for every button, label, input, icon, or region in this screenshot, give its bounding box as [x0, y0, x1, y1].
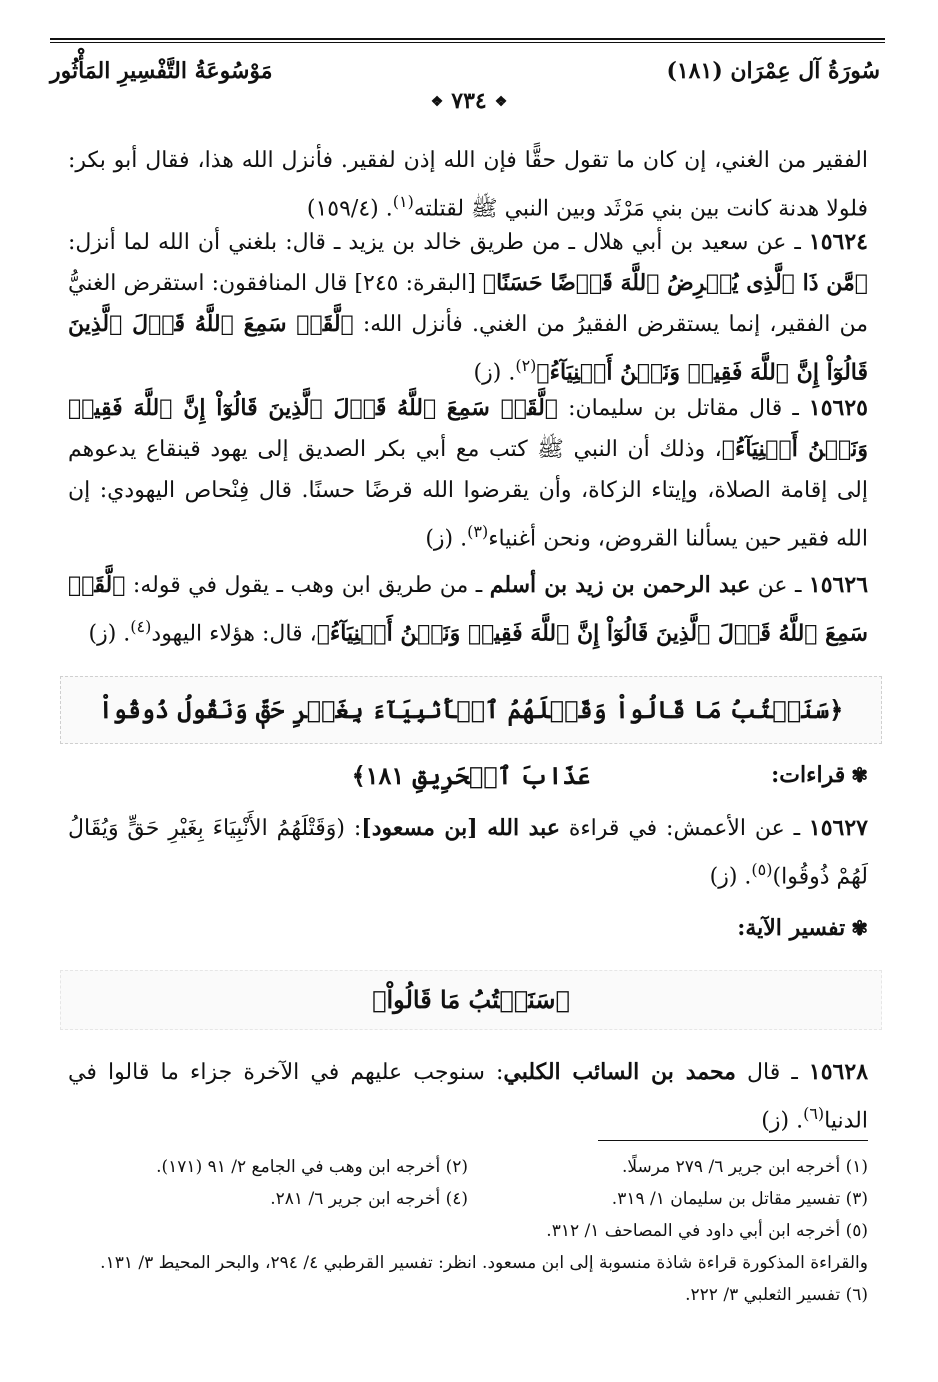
quran-quote: ﴿لَّقَدۡ سَمِعَ ٱللَّهُ قَوۡلَ ٱلَّذِينَ قَالُوٓاْ إِنَّ ٱللَّهَ فَقِيرٞ وَنَحۡنُ أَغۡنِيَآءُ﴾ — [68, 395, 868, 462]
footnote-ref[interactable]: (٣) — [467, 522, 489, 541]
narration-15627: ١٥٦٢٧ ـ عن الأعمش: في قراءة عبد الله [بن مسعود]: (وَقَتْلَهُمُ الأَنْبِيَاءَ بِغَيْرِ حَقٍّ وَيُقَالُ لَهُمْ ذُوقُوا)$^{(٥)}$. (ز) — [68, 815, 868, 890]
section-heading-readings: ✾قراءات: — [771, 762, 868, 788]
narration-number: ١٥٦٢٥ — [808, 395, 868, 421]
narration-15624: ١٥٦٢٤ ـ عن سعيد بن أبي هلال ـ من طريق خالد بن يزيد ـ قال: بلغني أن الله لما أنزل: ﴿مَّن ذَا ٱلَّذِى يُقۡرِضُ ٱللَّهَ قَرۡضًا حَسَنًا﴾ [البقرة: ٢٤٥] قال المنافقون: استقرض الغنيُّ من الفقير، إنما يستقرض الفقيرُ من الغني. فأنزل الله: ﴿لَّقَدۡ سَمِعَ ٱللَّهُ قَوۡلَ ٱلَّذِينَ قَالُوٓاْ إِنَّ ٱللَّهَ فَقِيرٞ وَنَحۡنُ أَغۡنِيَآءُ﴾$^{(٢)}$. (ز) — [68, 229, 869, 386]
narration-15626: ١٥٦٢٦ ـ عن عبد الرحمن بن زيد بن أسلم ـ من طريق ابن وهب ـ يقول في قوله: ﴿لَّقَدۡ سَمِعَ ٱللَّهُ قَوۡلَ ٱلَّذِينَ قَالُوٓاْ إِنَّ ٱللَّهَ فَقِيرٞ وَنَحۡنُ أَغۡنِيَآءُ﴾، قال: هؤلاء اليهود$^{(٤)}$. (ز) — [68, 572, 869, 647]
footnote-3: (٣) تفسير مقاتل بن سليمان ١/ ٣١٩. — [611, 1189, 868, 1209]
quran-quote: ﴿لَّقَدۡ سَمِعَ ٱللَّهُ قَوۡلَ ٱلَّذِينَ قَالُوٓاْ إِنَّ ٱللَّهَ فَقِيرٞ وَنَحۡنُ أَغۡنِيَآءُ﴾ — [68, 572, 868, 647]
page-number — [0, 88, 938, 114]
narration-number: ١٥٦٢٤ — [808, 229, 868, 255]
narration-number: ١٥٦٢٦ — [808, 572, 869, 598]
surah-title: سُورَةُ آل عِمْرَان (١٨١) — [666, 58, 880, 84]
narration-15628: ١٥٦٢٨ ـ قال محمد بن السائب الكلبي: سنوجب عليهم في الآخرة جزاء ما قالوا في الدنيا$^{(٦)}$. (ز) — [68, 1059, 869, 1134]
star-ornament-icon: ✾ — [851, 763, 868, 787]
footnote-4: (٤) أخرجه ابن جرير ٦/ ٢٨١. — [270, 1189, 468, 1209]
ayah-text: ﴿سَنَكۡتُبُ مَا قَالُواْ وَقَتۡلَهُمُ ٱلۡأَنۢبِيَآءَ بِغَيۡرِ حَقّٖ وَنَقُولُ ذُوقُواْ عَذَابَ ٱلۡحَرِيقِ ١٨١﴾ — [98, 695, 844, 790]
footnote-ref[interactable]: (٤) — [130, 617, 152, 636]
section-heading-tafsir: ✾تفسير الآية: — [737, 915, 868, 941]
star-ornament-icon: ✾ — [851, 916, 868, 940]
footnote-1: (١) أخرجه ابن جرير ٦/ ٢٧٩ مرسلًا. — [621, 1157, 868, 1177]
footnote-5-continued: والقراءة المذكورة قراءة شاذة منسوبة إلى ابن مسعود. انظر: تفسير القرطبي ٤/ ٢٩٤، والبحر المحيط ٣/ ١٣١. — [100, 1253, 868, 1273]
quran-quote: ﴿مَّن ذَا ٱلَّذِى يُقۡرِضُ ٱللَّهَ قَرۡضًا حَسَنًا﴾ — [482, 270, 869, 296]
footnote-ref[interactable]: (٥) — [751, 860, 773, 879]
narrator-name: عبد الرحمن بن زيد بن أسلم — [489, 572, 751, 598]
book-title: مَوْسُوعَةُ التَّفْسِيرِ المَأْثُور — [50, 58, 273, 84]
ayah-segment-text: ﴿سَنَكۡتُبُ مَا قَالُواْ﴾ — [372, 985, 570, 1014]
ornament-icon: ❖ — [494, 94, 508, 110]
footnote-6: (٦) تفسير الثعلبي ٣/ ٢٢٢. — [685, 1285, 868, 1305]
ayah-segment-box — [60, 970, 882, 1030]
footnote-2: (٢) أخرجه ابن وهب في الجامع ٢/ ٩١ (١٧١). — [156, 1157, 468, 1177]
ornament-icon: ❖ — [430, 94, 444, 110]
footnote-5: (٥) أخرجه ابن أبي داود في المصاحف ١/ ٣١٢. — [546, 1221, 868, 1241]
page-number-value: ٧٣٤ — [451, 88, 487, 114]
paragraph-continuation: الفقير من الغني، إن كان ما تقول حقًّا فإن الله إذن لفقير. فأنزل الله هذا، فقال أبو بكر: فلولا هدنة كانت بين بني مَرْثَد وبين النبي ﷺ لقتلته$^{(١)}$. (١٥٩/٤) — [68, 148, 868, 222]
narrator-name: عبد الله [بن مسعود] — [361, 815, 560, 841]
footnote-ref[interactable]: (٢) — [515, 356, 537, 375]
narrator-name: محمد بن السائب الكلبي — [503, 1059, 736, 1085]
quran-quote: ﴿لَّقَدۡ سَمِعَ ٱللَّهُ قَوۡلَ ٱلَّذِينَ قَالُوٓاْ إِنَّ ٱللَّهَ فَقِيرٞ وَنَحۡنُ أَغۡنِيَآءُ﴾ — [68, 311, 868, 386]
narration-number: ١٥٦٢٧ — [808, 815, 868, 841]
narration-15625: ١٥٦٢٥ ـ قال مقاتل بن سليمان: ﴿لَّقَدۡ سَمِعَ ٱللَّهُ قَوۡلَ ٱلَّذِينَ قَالُوٓاْ إِنَّ ٱللَّهَ فَقِيرٞ وَنَحۡنُ أَغۡنِيَآءُ﴾، وذلك أن النبي ﷺ كتب مع أبي بكر الصديق إلى يهود قينقاع يدعوهم إلى إقامة الصلاة، وإيتاء الزكاة، وأن يقرضوا الله قرضًا حسنًا. قال فِنْحاص اليهودي: إن الله فقير حين يسألنا القروض، ونحن أغنياء$^{(٣)}$. (ز) — [68, 395, 868, 552]
footnote-ref[interactable]: (٦) — [803, 1104, 825, 1123]
header-rule — [50, 38, 885, 40]
narration-number: ١٥٦٢٨ — [808, 1059, 869, 1085]
footnote-ref[interactable]: (١) — [392, 192, 414, 211]
header-rule-thin — [50, 42, 885, 43]
footnote-separator — [598, 1140, 868, 1141]
